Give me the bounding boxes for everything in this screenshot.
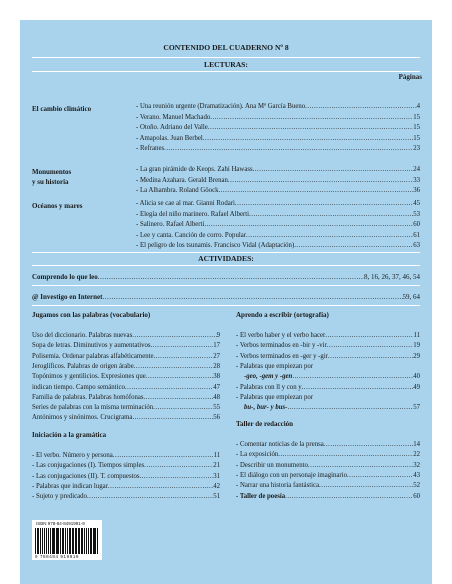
list-item bbox=[32, 352, 220, 361]
group-name: y su historia bbox=[32, 178, 69, 186]
item-page: 32 bbox=[413, 461, 420, 469]
item-text: Antónimos y sinónimos. Crucigrama bbox=[32, 414, 133, 422]
ean-text: 9 788484 919919 bbox=[35, 554, 80, 559]
item-page: 43 bbox=[413, 471, 420, 479]
item-page: 51 bbox=[213, 493, 220, 501]
item-text: - Verbos terminados en -ger y -gir bbox=[236, 352, 328, 360]
item-page: 9 bbox=[216, 332, 220, 339]
list-item bbox=[136, 231, 420, 240]
item-text: Uso del diccionario. Palabras nuevas bbox=[32, 332, 133, 339]
item-text: - La Alhambra. Roland Göock bbox=[136, 187, 219, 194]
item-page: 24 bbox=[413, 166, 420, 173]
item-page: 49 bbox=[413, 383, 420, 391]
item-text: indican tiempo. Campo semántico bbox=[32, 383, 125, 391]
barcode-bars bbox=[35, 528, 99, 554]
item-text: - Palabras con ll y con y bbox=[236, 383, 302, 391]
list-item bbox=[32, 393, 220, 402]
item-text: - Las conjugaciones (II). T. compuestos bbox=[32, 472, 140, 480]
page bbox=[20, 20, 432, 584]
item-text: - El peligro de los tsunamis. Francisco Vidal (Adaptación) bbox=[136, 242, 295, 249]
item-text: Polisemia. Ordenar palabras alfabéticamente bbox=[32, 352, 154, 360]
paginas-label: Páginas bbox=[398, 73, 422, 81]
iniciacion-title: Iniciación a la gramática bbox=[32, 431, 107, 439]
lecturas-header: LECTURAS: bbox=[204, 60, 248, 69]
divider bbox=[32, 57, 420, 58]
list-item bbox=[32, 413, 220, 422]
item-text: Series de palabras con la misma terminación bbox=[32, 404, 154, 412]
item-text: - Describir un monumento bbox=[236, 461, 308, 469]
list-item bbox=[244, 403, 420, 412]
comprendo-pages: 8, 16, 26, 37, 46, 54 bbox=[364, 273, 420, 281]
item-page: 60 bbox=[413, 492, 420, 500]
item-text: Topónimos y gentilicios. Expresiones que bbox=[32, 373, 146, 381]
page-title: CONTENIDO DEL CUADERNO Nº 8 bbox=[163, 43, 289, 52]
item-page: 15 bbox=[413, 134, 420, 142]
item-page: 55 bbox=[213, 404, 220, 412]
item-page: 48 bbox=[213, 393, 220, 401]
investigo-pages: 59, 64 bbox=[402, 293, 420, 301]
item-text: - Las conjugaciones (I). Tiempos simples bbox=[32, 462, 145, 470]
list-item bbox=[32, 472, 220, 481]
list-item bbox=[236, 450, 420, 459]
item-text: - Medina Azahara. Gerald Brenan bbox=[136, 176, 228, 184]
list-item bbox=[136, 199, 420, 208]
item-text: - El verbo. Número y persona bbox=[32, 452, 113, 459]
item-page: 14 bbox=[413, 441, 420, 448]
list-item bbox=[136, 144, 420, 153]
item-page: 63 bbox=[413, 242, 420, 249]
item-text: - La exposición bbox=[236, 451, 279, 459]
list-item bbox=[236, 461, 420, 470]
divider bbox=[32, 305, 420, 306]
item-text: - Sujeto y predicado bbox=[32, 493, 87, 501]
list-item bbox=[236, 352, 420, 361]
item-text: - Salinero. Rafael Alberti bbox=[136, 221, 205, 228]
item-text: - Palabras que indican lugar bbox=[32, 482, 108, 490]
item-text: Jeroglíficos. Palabras de origen árabe bbox=[32, 362, 134, 370]
item-page: 15 bbox=[413, 124, 420, 131]
investigo-label: @ Investigo en Internet bbox=[32, 293, 103, 301]
item-text: - Una reunión urgente (Dramatización). Ana Mª García Bueno bbox=[136, 103, 306, 110]
item-text: - Amapolas. Juan Berbel bbox=[136, 134, 203, 142]
item-page: 19 bbox=[413, 342, 420, 350]
isbn-text: ISBN 978-84-8491991-9 bbox=[36, 521, 85, 526]
list-item bbox=[32, 372, 220, 381]
item-text: - Verano. Manuel Machado bbox=[136, 113, 211, 121]
item-text: Familia de palabras. Palabras homófonas bbox=[32, 393, 144, 401]
list-item bbox=[136, 176, 420, 185]
item-text: - Elegía del niño marinero. Rafael Alberti bbox=[136, 210, 250, 218]
list-item bbox=[236, 341, 420, 350]
item-text: - Verbos terminados en -bir y -vir bbox=[236, 342, 327, 350]
list-item bbox=[236, 362, 420, 371]
item-page: 23 bbox=[413, 145, 420, 152]
item-page: 29 bbox=[413, 352, 420, 360]
list-item bbox=[136, 241, 420, 250]
item-page: 15 bbox=[413, 113, 420, 121]
barcode bbox=[32, 520, 102, 560]
item-text: - Otoño. Adriano del Valle bbox=[136, 124, 208, 131]
list-item bbox=[136, 102, 420, 111]
list-item bbox=[236, 393, 420, 402]
item-page: 56 bbox=[213, 414, 220, 422]
list-item bbox=[32, 492, 220, 501]
item-text: - Narrar una historia fantástica bbox=[236, 482, 320, 490]
item-page: 27 bbox=[213, 352, 220, 360]
item-page: 4 bbox=[416, 103, 420, 110]
list-item bbox=[32, 451, 220, 460]
item-text: - Palabras que empiezan por bbox=[236, 362, 313, 370]
group-name: El cambio climático bbox=[32, 105, 92, 113]
item-page: 53 bbox=[413, 210, 420, 218]
list-item bbox=[236, 492, 420, 501]
actividades-header: ACTIVIDADES: bbox=[198, 254, 254, 263]
list-item bbox=[236, 383, 420, 392]
item-page: 21 bbox=[213, 462, 220, 470]
item-page: 52 bbox=[413, 482, 420, 490]
item-text: - Comentar noticias de la prensa bbox=[236, 441, 324, 448]
item-page: 36 bbox=[413, 187, 420, 194]
list-item bbox=[32, 403, 220, 412]
item-text: - Refranes bbox=[136, 145, 165, 152]
comprendo-row bbox=[32, 272, 420, 282]
list-item bbox=[32, 362, 220, 371]
list-item bbox=[136, 220, 420, 229]
list-item bbox=[136, 186, 420, 195]
item-page: 31 bbox=[213, 472, 220, 480]
list-item bbox=[136, 134, 420, 143]
list-item bbox=[136, 113, 420, 122]
list-item bbox=[236, 481, 420, 490]
item-text: - El diálogo con un personaje imaginario bbox=[236, 471, 347, 479]
item-page: 57 bbox=[413, 404, 420, 412]
item-page: 28 bbox=[213, 362, 220, 370]
list-item bbox=[236, 440, 420, 449]
jugamos-title: Jugamos con las palabras (vocabulario) bbox=[32, 311, 151, 319]
divider bbox=[32, 265, 420, 266]
item-text: - Taller de poesía bbox=[236, 492, 286, 500]
item-text: bu-, bur- y bus- bbox=[244, 404, 288, 412]
item-page: 38 bbox=[213, 373, 220, 381]
aprendo-title: Aprendo a escribir (ortografía) bbox=[236, 311, 329, 319]
item-text: - Alicia se cae al mar. Gianni Rodari bbox=[136, 200, 235, 207]
list-item bbox=[236, 471, 420, 480]
list-item bbox=[244, 372, 420, 381]
taller-title: Taller de redacción bbox=[236, 420, 294, 428]
item-page: 60 bbox=[413, 221, 420, 228]
list-item bbox=[136, 165, 420, 174]
divider bbox=[32, 71, 420, 72]
group-name: Monumentos bbox=[32, 168, 72, 176]
item-page: 11 bbox=[413, 332, 420, 339]
item-text: - El verbo haber y el verbo hacer bbox=[236, 332, 326, 339]
item-page: 61 bbox=[413, 231, 420, 239]
divider bbox=[32, 285, 420, 286]
item-text: Sopa de letras. Diminutivos y aumentativos bbox=[32, 342, 151, 350]
list-item bbox=[32, 331, 220, 340]
list-item bbox=[136, 123, 420, 132]
item-text: - La gran pirámide de Keops. Zahi Hawass bbox=[136, 166, 253, 173]
item-page: 47 bbox=[213, 383, 220, 391]
list-item bbox=[136, 210, 420, 219]
list-item bbox=[32, 383, 220, 392]
list-item bbox=[32, 341, 220, 350]
item-page: 45 bbox=[413, 200, 420, 207]
list-item bbox=[32, 461, 220, 470]
item-text: - Lee y canta. Canción de corro. Popular bbox=[136, 231, 247, 239]
list-item bbox=[32, 482, 220, 491]
item-page: 17 bbox=[213, 342, 220, 350]
list-item bbox=[236, 331, 420, 340]
divider bbox=[32, 252, 420, 253]
comprendo-label: Comprendo lo que leo bbox=[32, 273, 98, 281]
item-text: - Palabras que empiezan por bbox=[236, 393, 313, 401]
item-text: -geo, -gem y -gen bbox=[244, 373, 293, 381]
investigo-row bbox=[32, 292, 420, 302]
item-page: 33 bbox=[413, 176, 420, 184]
group-name: Océanos y mares bbox=[32, 202, 83, 210]
item-page: 11 bbox=[213, 452, 220, 459]
item-page: 40 bbox=[413, 373, 420, 381]
item-page: 42 bbox=[213, 482, 220, 490]
item-page: 22 bbox=[413, 451, 420, 459]
